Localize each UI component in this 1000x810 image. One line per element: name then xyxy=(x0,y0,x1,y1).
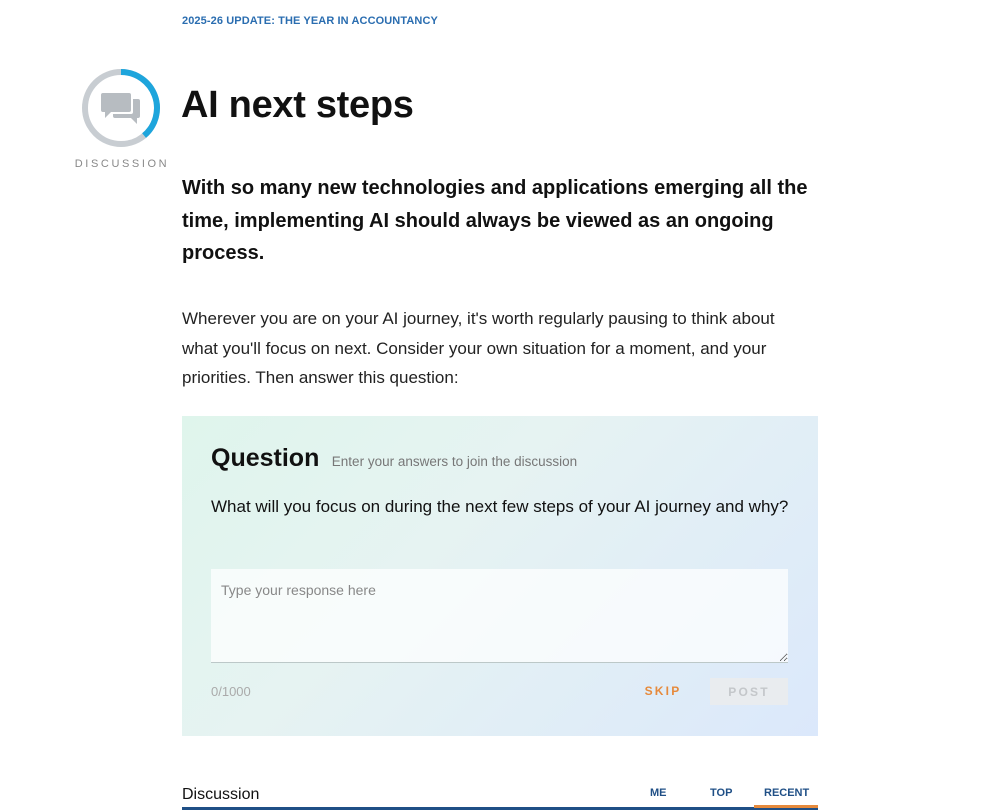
page-title: AI next steps xyxy=(181,84,414,126)
character-counter: 0/1000 xyxy=(211,684,251,699)
discussion-badge-label: DISCUSSION xyxy=(74,158,170,170)
discussion-badge xyxy=(74,68,170,178)
tab-recent-active-indicator xyxy=(754,805,818,808)
question-header xyxy=(211,444,577,473)
tab-me[interactable]: ME xyxy=(650,787,667,799)
post-button[interactable]: POST xyxy=(710,678,788,705)
section-kicker: 2025-26 UPDATE: THE YEAR IN ACCOUNTANCY xyxy=(182,15,438,27)
tab-recent[interactable]: RECENT xyxy=(764,787,810,799)
question-hint: Enter your answers to join the discussion xyxy=(331,454,578,469)
discussion-heading: Discussion xyxy=(182,786,260,803)
question-card xyxy=(182,416,818,736)
lead-paragraph: With so many new technologies and applications emerging all the time, implementing AI should always be viewed as an ongoing process. xyxy=(182,177,808,264)
question-text: What will you focus on during the next few steps of your AI journey and why? xyxy=(211,497,789,516)
question-title: Question xyxy=(211,444,320,472)
tab-top[interactable]: TOP xyxy=(710,787,733,799)
body-paragraph: Wherever you are on your AI journey, it's worth regularly pausing to think about what you'll focus on next. Consider your own situation for a moment, and your priorities. Then answer this question: xyxy=(182,309,775,387)
response-textarea[interactable] xyxy=(211,569,788,663)
chat-bubbles-icon xyxy=(78,68,164,154)
discussion-bar xyxy=(182,780,818,810)
skip-button[interactable]: SKIP xyxy=(637,680,689,702)
